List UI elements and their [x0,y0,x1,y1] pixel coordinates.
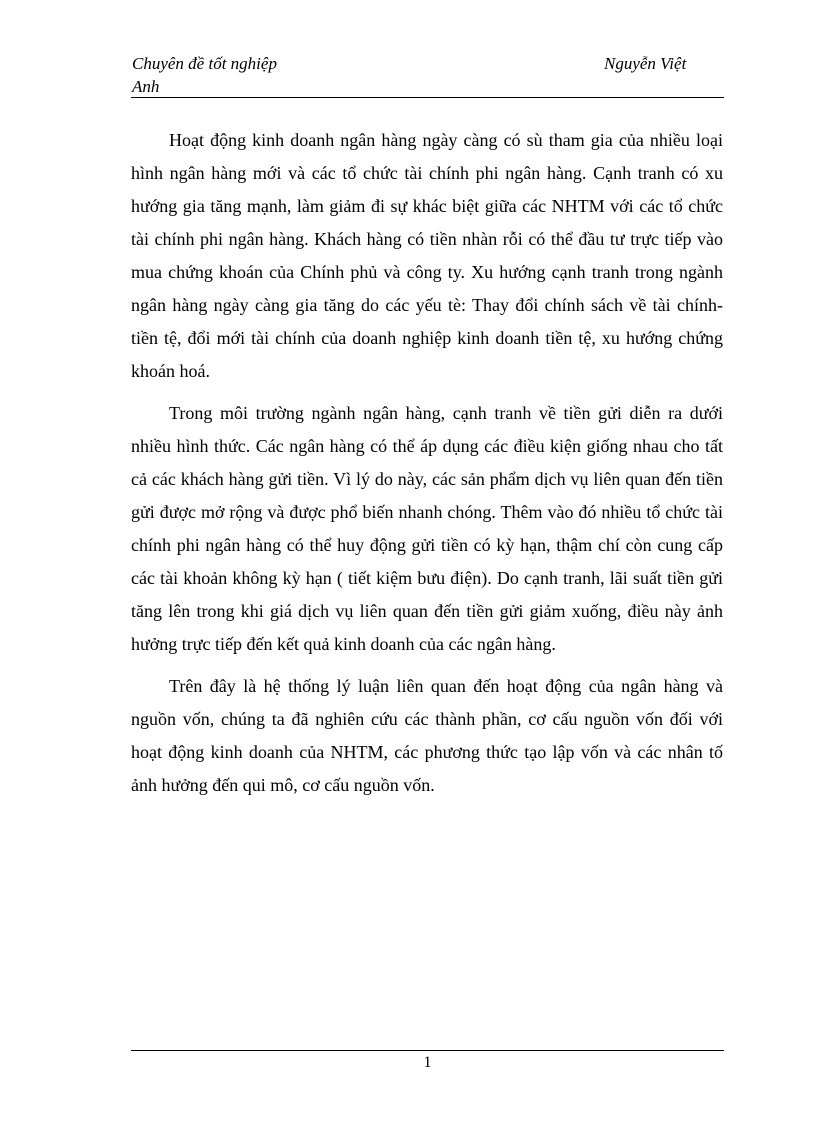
body-paragraph-3: Trên đây là hệ thống lý luận liên quan đến hoạt động của ngân hàng và nguồn vốn, chúng ta đã nghiên cứu các thành phần, cơ cấu nguồn vốn đối với hoạt động kinh doanh của NHTM, các phương thức tạo lập vốn và các nhân tố ảnh hưởng đến qui mô, cơ cấu nguồn vốn. [131,676,723,795]
document-body [131,124,723,811]
header-author: Nguyễn Việt [604,54,687,73]
page-number: 1 [423,1054,432,1071]
header-title [132,52,312,98]
body-paragraph-2: Trong môi trường ngành ngân hàng, cạnh tranh về tiền gửi diễn ra dưới nhiều hình thức. Các ngân hàng có thể áp dụng các điều kiện giống nhau cho tất cả các khách hàng gửi tiền. Vì lý do này, các sản phẩm dịch vụ liên quan đến tiền gửi được mở rộng và được phổ biến nhanh chóng. Thêm vào đó nhiều tổ chức tài chính phi ngân hàng có thể huy động gửi tiền có kỳ hạn, thậm chí còn cung cấp các tài khoản không kỳ hạn ( tiết kiệm bưu điện). Do cạnh tranh, lãi suất tiền gửi tăng lên trong khi giá dịch vụ liên quan đến tiền gửi giảm xuống, điều này ảnh hưởng trực tiếp đến kết quả kinh doanh của các ngân hàng. [131,403,723,654]
footer-divider [131,1050,724,1051]
header-title-line-1: Chuyên đề tốt nghiệp [132,54,277,73]
body-paragraph-1: Hoạt động kinh doanh ngân hàng ngày càng có sù tham gia của nhiều loại hình ngân hàng mới và các tổ chức tài chính phi ngân hàng. Cạnh tranh có xu hướng gia tăng mạnh, làm giảm đi sự khác biệt giữa các NHTM với các tổ chức tài chính phi ngân hàng. Khách hàng có tiền nhàn rỗi có thể đầu tư trực tiếp vào mua chứng khoán của Chính phủ và công ty. Xu hướng cạnh tranh trong ngành ngân hàng ngày càng gia tăng do các yếu tè: Thay đổi chính sách về tài chính- tiền tệ, đổi mới tài chính của doanh nghiệp kinh doanh tiền tệ, xu hướng chứng khoán hoá. [131,130,723,381]
page-header [131,52,724,98]
header-title-line-2: Anh [132,77,160,96]
